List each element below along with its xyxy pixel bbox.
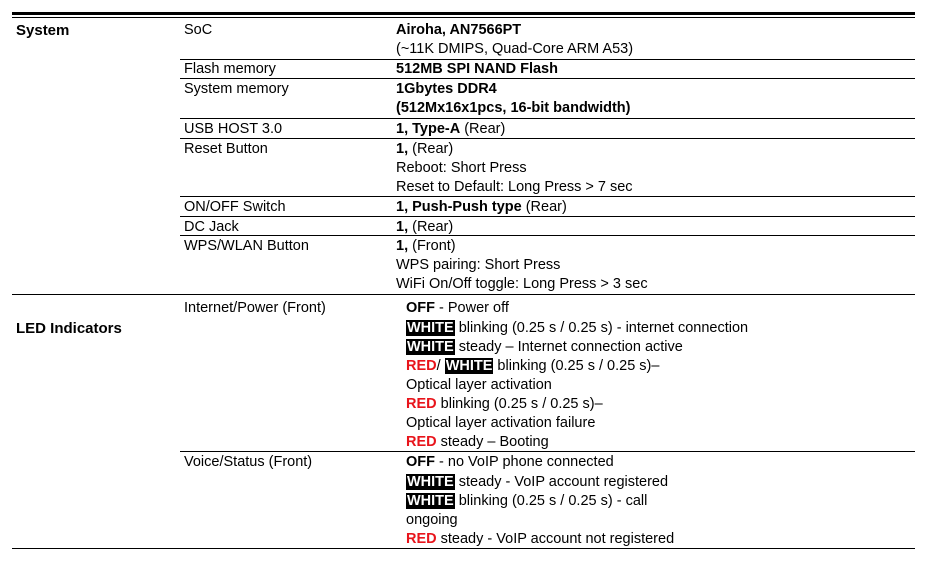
row-divider: [180, 138, 915, 139]
led-internet-white-blink: WHITE blinking (0.25 s / 0.25 s) - internet connection: [407, 320, 749, 336]
spec-value-wps: 1, (Front): [396, 238, 456, 254]
spec-label-reset: Reset Button: [184, 141, 268, 157]
led-label-voice: Voice/Status (Front): [184, 454, 313, 470]
led-voice-off: OFF - no VoIP phone connected: [406, 454, 614, 470]
spec-value-dc-jack: 1, (Rear): [396, 219, 454, 235]
row-divider: [180, 196, 915, 197]
spec-value-usb: 1, Type-A (Rear): [396, 121, 506, 137]
led-voice-ongoing: ongoing: [406, 512, 458, 528]
spec-value-soc: Airoha, AN7566PT: [396, 22, 522, 38]
spec-value-wifi-toggle: WiFi On/Off toggle: Long Press > 3 sec: [396, 276, 648, 292]
spec-label-usb: USB HOST 3.0: [184, 121, 283, 137]
section-divider: [12, 294, 915, 295]
row-divider: [180, 235, 915, 236]
spec-label-soc: SoC: [184, 22, 213, 38]
spec-value-soc-detail: (~11K DMIPS, Quad-Core ARM A53): [396, 41, 634, 57]
led-voice-white-blink: WHITE blinking (0.25 s / 0.25 s) - call: [407, 493, 648, 509]
led-internet-optical-activation: Optical layer activation: [406, 377, 552, 393]
spec-value-memory-detail: (512Mx16x1pcs, 16-bit bandwidth): [396, 100, 631, 116]
spec-label-dc-jack: DC Jack: [184, 219, 239, 235]
spec-value-wps-pairing: WPS pairing: Short Press: [396, 257, 561, 273]
spec-value-reset: 1, (Rear): [396, 141, 454, 157]
led-internet-optical-failure: Optical layer activation failure: [406, 415, 596, 431]
spec-label-flash: Flash memory: [184, 61, 276, 77]
row-divider: [180, 216, 915, 217]
spec-value-memory: 1Gbytes DDR4: [396, 81, 497, 97]
led-internet-white-steady: WHITE steady – Internet connection active: [407, 339, 683, 355]
led-internet-off: OFF - Power off: [406, 300, 509, 316]
spec-value-onoff: 1, Push-Push type (Rear): [396, 199, 567, 215]
spec-value-reset-reboot: Reboot: Short Press: [396, 160, 527, 176]
led-label-internet: Internet/Power (Front): [184, 300, 326, 316]
table-top-rule-thin: [12, 17, 915, 18]
row-divider: [180, 78, 915, 79]
table-bottom-rule-left: [12, 548, 180, 549]
led-voice-red-steady: RED steady - VoIP account not registered: [406, 531, 675, 547]
spec-label-onoff: ON/OFF Switch: [184, 199, 286, 215]
led-internet-red-blink: RED blinking (0.25 s / 0.25 s)–: [406, 396, 603, 412]
spec-label-memory: System memory: [184, 81, 289, 97]
row-divider: [180, 451, 915, 452]
led-voice-white-steady: WHITE steady - VoIP account registered: [407, 474, 669, 490]
row-divider: [180, 118, 915, 119]
section-title-system: System: [16, 22, 70, 39]
spec-value-reset-default: Reset to Default: Long Press > 7 sec: [396, 179, 633, 195]
section-title-led: LED Indicators: [16, 320, 122, 337]
table-bottom-rule-right: [180, 548, 915, 549]
spec-value-flash: 512MB SPI NAND Flash: [396, 61, 558, 77]
table-top-rule: [12, 12, 915, 15]
spec-label-wps: WPS/WLAN Button: [184, 238, 309, 254]
led-internet-red-white-blink: RED/ WHITE blinking (0.25 s / 0.25 s)–: [406, 358, 660, 374]
led-internet-red-steady: RED steady – Booting: [406, 434, 549, 450]
